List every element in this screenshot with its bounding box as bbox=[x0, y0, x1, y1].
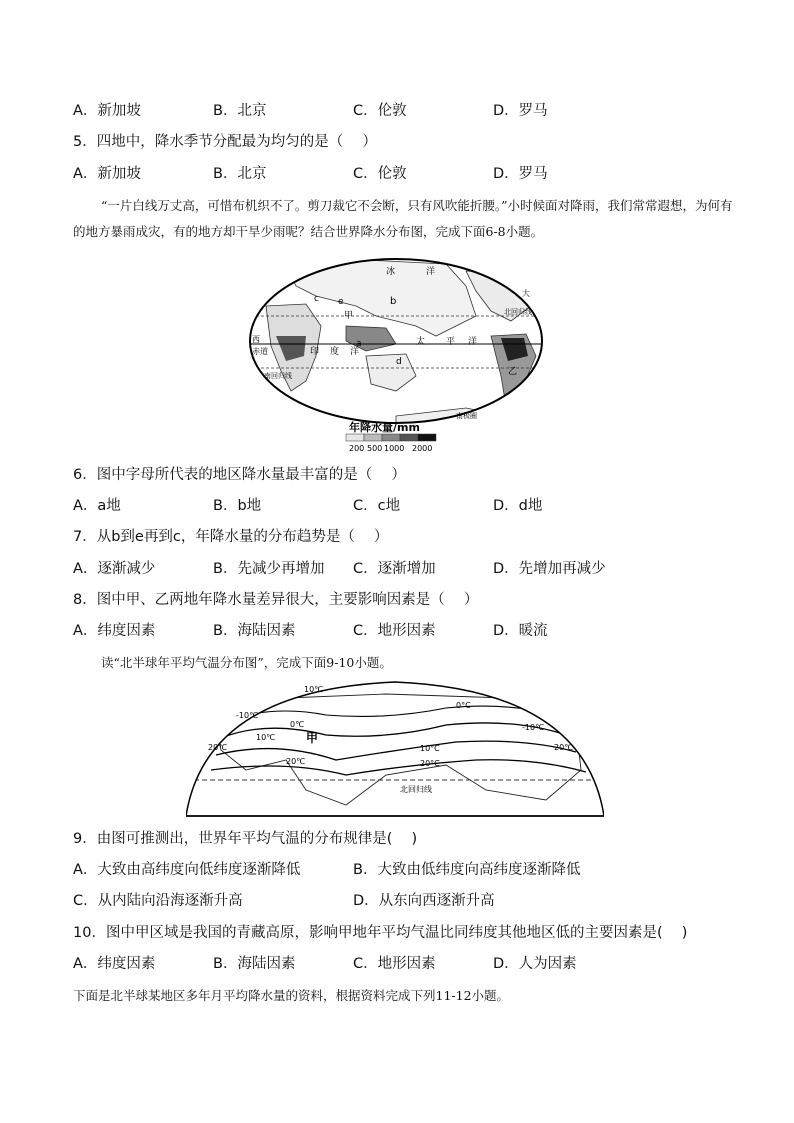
option-b: B．北京 bbox=[213, 103, 267, 119]
option-b: B．b地 bbox=[213, 498, 262, 514]
label-da: 大 bbox=[522, 289, 530, 298]
legend-tick-1000: 1000 bbox=[384, 444, 405, 453]
option-d: D．罗马 bbox=[493, 103, 548, 119]
label-ind1: 印 bbox=[310, 347, 320, 357]
q8-stem: 8．图中甲、乙两地年降水量差异很大，主要影响因素是（ ） bbox=[73, 592, 479, 608]
label-tropic-n: 北回归线 bbox=[504, 308, 532, 316]
option-a: A．a地 bbox=[73, 498, 121, 514]
label-yi: 乙 bbox=[508, 367, 518, 377]
option-c: C．从内陆向沿海逐渐升高 bbox=[73, 893, 243, 909]
label-tropic: 北回归线 bbox=[400, 785, 432, 794]
option-c: C．地形因素 bbox=[353, 956, 436, 972]
option-a: A．新加坡 bbox=[73, 166, 141, 182]
option-c: C．逐渐增加 bbox=[353, 561, 436, 577]
label-t20a: 20℃ bbox=[208, 743, 228, 752]
option-b: B．先减少再增加 bbox=[213, 561, 325, 577]
label-t10c: 10℃ bbox=[256, 733, 276, 742]
label-ice: 冰 bbox=[386, 267, 396, 277]
intro-9-10: 读“北半球年平均气温分布图”，完成下面9-10小题。 bbox=[101, 655, 392, 670]
q5-stem: 5．四地中，降水季节分配最为均匀的是（ ） bbox=[73, 134, 377, 150]
label-t20c: 20°C bbox=[420, 759, 440, 768]
label-t10d: 10°C bbox=[420, 744, 440, 753]
intro-11-12: 下面是北半球某地区多年月平均降水量的资料，根据资料完成下列11-12小题。 bbox=[73, 988, 510, 1003]
label-jia: 甲 bbox=[306, 731, 319, 745]
world-precipitation-map bbox=[246, 256, 546, 456]
label-ind3: 洋 bbox=[350, 347, 360, 357]
option-d: D．人为因素 bbox=[493, 956, 577, 972]
label-west: 西 bbox=[252, 335, 260, 344]
label-ind2: 度 bbox=[330, 347, 340, 357]
label-b: b bbox=[390, 296, 397, 307]
label-t20d: 20℃ bbox=[554, 743, 574, 752]
option-d: D．从东向西逐渐升高 bbox=[353, 893, 495, 909]
option-d: D．d地 bbox=[493, 498, 543, 514]
label-t20b: 20℃ bbox=[286, 757, 306, 766]
legend-tick-2000: 2000 bbox=[412, 444, 433, 453]
label-pac3: 洋 bbox=[468, 337, 478, 347]
option-d: D．暖流 bbox=[493, 623, 548, 639]
label-pac2: 平 bbox=[446, 337, 456, 347]
option-a: A．大致由高纬度向低纬度逐渐降低 bbox=[73, 862, 301, 878]
label-c: c bbox=[314, 294, 319, 304]
nh-temperature-map bbox=[186, 680, 604, 818]
label-equator: 赤道 bbox=[252, 347, 268, 356]
legend-title: 年降水量/mm bbox=[349, 421, 420, 434]
option-b: B．大致由低纬度向高纬度逐渐降低 bbox=[353, 862, 581, 878]
option-a: A．纬度因素 bbox=[73, 623, 156, 639]
q10-stem: 10．图中甲区域是我国的青藏高原，影响甲地年平均气温比同纬度其他地区低的主要因素是( ) bbox=[73, 925, 688, 941]
option-c: C．c地 bbox=[353, 498, 401, 514]
label-t10b: -10℃ bbox=[236, 711, 259, 720]
option-d: D．先增加再减少 bbox=[493, 561, 606, 577]
label-a: a bbox=[356, 339, 362, 349]
option-b: B．海陆因素 bbox=[213, 623, 296, 639]
legend-tick-500: 500 bbox=[367, 444, 383, 453]
label-t10a: 10℃ bbox=[304, 685, 324, 694]
label-t10e: -10℃ bbox=[522, 723, 545, 732]
q9-stem: 9．由图可推测出，世界年平均气温的分布规律是( ) bbox=[73, 831, 418, 847]
q7-stem: 7．从b到e再到c，年降水量的分布趋势是（ ） bbox=[73, 529, 389, 545]
label-ocean-n: 洋 bbox=[426, 267, 436, 277]
option-a: A．纬度因素 bbox=[73, 956, 156, 972]
label-d: d bbox=[396, 357, 402, 367]
label-pac: 太 bbox=[416, 337, 426, 347]
label-tropic-s: 南回归线 bbox=[264, 372, 292, 380]
label-t0: 0℃ bbox=[290, 720, 305, 729]
label-south-ocean: 南极圈 bbox=[456, 412, 477, 420]
option-b: B．北京 bbox=[213, 166, 267, 182]
option-a: A．逐渐减少 bbox=[73, 561, 156, 577]
option-d: D．罗马 bbox=[493, 166, 548, 182]
option-b: B．海陆因素 bbox=[213, 956, 296, 972]
option-c: C．地形因素 bbox=[353, 623, 436, 639]
intro-6-8: “一片白线万丈高，可惜布机织不了。剪刀裁它不会断，只有风吹能折腰。”小时候面对降雨，我们常常遐想，为何有的地方暴雨成灾，有的地方却干旱少雨呢？结合世界降水分布图，完成下面6-8小题。 bbox=[73, 198, 733, 239]
option-a: A．新加坡 bbox=[73, 103, 141, 119]
label-jia: 甲 bbox=[344, 311, 354, 321]
option-c: C．伦敦 bbox=[353, 103, 407, 119]
q6-stem: 6．图中字母所代表的地区降水量最丰富的是（ ） bbox=[73, 467, 406, 483]
option-c: C．伦敦 bbox=[353, 166, 407, 182]
legend-tick-200: 200 bbox=[349, 444, 365, 453]
label-e: e bbox=[338, 297, 344, 307]
label-t0b: 0°C bbox=[456, 701, 471, 710]
